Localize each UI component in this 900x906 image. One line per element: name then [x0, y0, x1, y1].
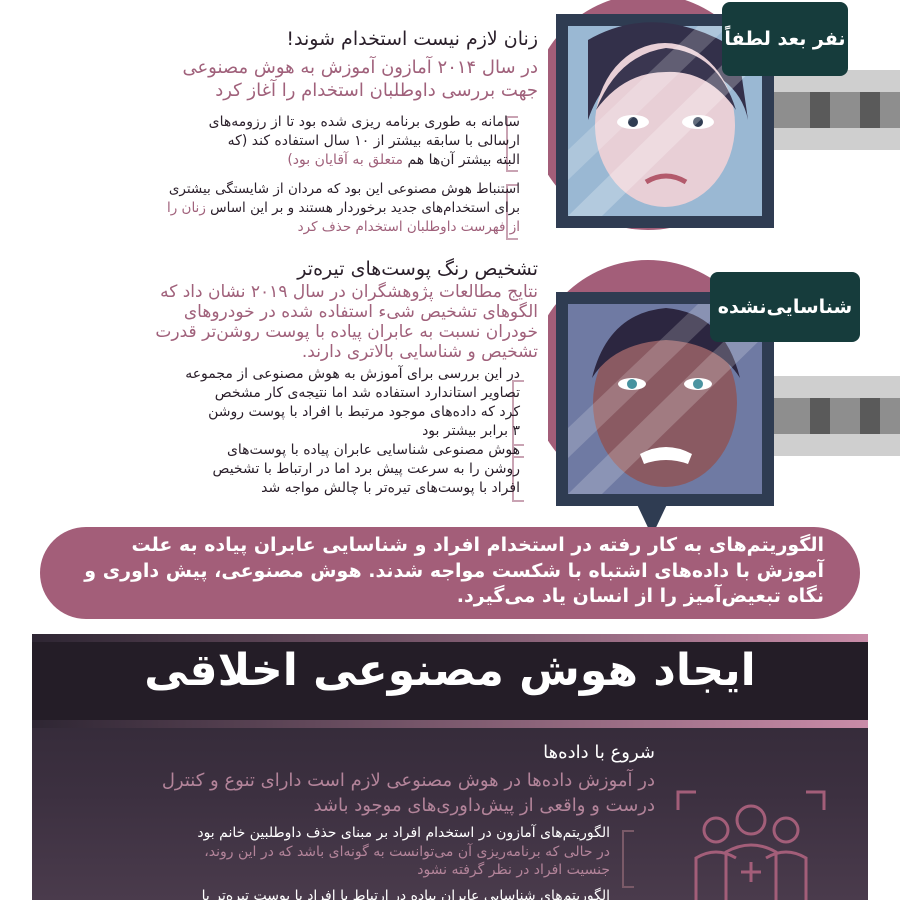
summary-banner-line3: نگاه تبعیض‌آمیز را از انسان یاد می‌گیرد. — [456, 585, 824, 608]
section1-p1-line1: سامانه به طوری برنامه ریزی شده بود تا از رزومه‌های — [208, 114, 520, 130]
section2-intro-line1: نتایج مطالعات پژوهشگران در سال ۲۰۱۹ نشان داد که — [160, 282, 538, 302]
section1-p2-line2 — [40, 200, 520, 217]
ethics-bracket-1 — [622, 830, 634, 888]
ethics-sub-heading: شروع با داده‌ها — [543, 742, 655, 763]
ethics-p2-line1: الگوریتم‌های شناسایی عابران پیاده در ارتباط با افراد با پوست تیره‌تر با — [201, 888, 610, 904]
section2-intro-line4: تشخیص و شناسایی بالاتری دارند. — [301, 342, 538, 362]
section1-intro-line1: در سال ۲۰۱۴ آمازون آموزش به هوش مصنوعی — [182, 57, 538, 78]
section1-p1-line3 — [40, 152, 520, 170]
section1-intro-line2: جهت بررسی داوطلبان استخدام را آغاز کرد — [215, 80, 538, 101]
section1-heading: زنان لازم نیست استخدام شوند! — [286, 28, 538, 50]
ethics-top-rule — [32, 634, 868, 642]
ethics-p1-line1: الگوریتم‌های آمازون در استخدام افراد بر مبنای حذف داوطلبین خانم بود — [197, 825, 610, 841]
section1-p1-line3-a: البته بیشتر آن‌ها هم — [403, 152, 520, 168]
badge-not-detected-label: شناسایی‌نشده — [717, 296, 853, 318]
section2-intro-line2: الگوهای تشخیص شیء استفاده شده در خودروهای — [183, 302, 538, 322]
section2-p2-line2: روشن را به سرعت پیش برد اما در ارتباط با تشخیص — [212, 461, 520, 477]
section2-intro-line3: خودران نسبت به عابران پیاده با پوست روشن‌تر قدرت — [155, 322, 538, 342]
section2-heading: تشخیص رنگ پوست‌های تیره‌تر — [297, 258, 538, 280]
section1-p1-line3-b: متعلق به آقایان بود) — [287, 152, 403, 168]
section1-p2-line3: از فهرست داوطلبان استخدام حذف کرد — [297, 219, 520, 235]
ethics-intro-line1: در آموزش داده‌ها در هوش مصنوعی لازم است دارای تنوع و کنترل — [161, 770, 655, 791]
badge-not-detected — [710, 272, 860, 342]
badge-next-please — [722, 2, 848, 76]
section1-p2-line2-a: برای استخدام‌های جدید برخوردار هستند و بر این اساس — [205, 200, 520, 216]
section1-p1-line2: ارسالی با سابقه بیشتر از ۱۰ سال استفاده کند (که — [227, 133, 520, 149]
section2-p1-line1: در این بررسی برای آموزش به هوش مصنوعی از مجموعه — [185, 366, 520, 382]
summary-banner-line2: آموزش با داده‌های اشتباه با شکست مواجه شدند. هوش مصنوعی، پیش داوری و — [84, 559, 824, 582]
section2-p1-line2: تصاویر استاندارد استفاده شد اما نتیجه‌ی کار مشخص — [214, 385, 520, 401]
ethics-team-icon — [676, 790, 826, 900]
ethics-title-rule — [32, 720, 868, 728]
ethics-title: ایجاد هوش مصنوعی اخلاقی — [144, 645, 756, 696]
summary-banner — [40, 527, 860, 619]
section2-p2-line1: هوش مصنوعی شناسایی عابران پیاده با پوست‌های — [226, 442, 520, 458]
summary-banner-line1: الگوریتم‌های به کار رفته در استخدام افراد و شناسایی عابران پیاده به علت — [131, 534, 824, 556]
section2-p1-line3: کرد که داده‌های موجود مرتبط با افراد با پوست روشن — [208, 404, 520, 420]
section1-p2-line1: استنباط هوش مصنوعی این بود که مردان از شایستگی بیشتری — [168, 181, 520, 197]
section2-p2-line3: افراد با پوست‌های تیره‌تر با چالش مواجه شد — [261, 480, 520, 496]
badge-next-please-label: نفر بعد لطفاً — [724, 28, 846, 50]
ethics-intro-line2: درست و واقعی از پیش‌داوری‌های موجود باشد — [313, 795, 655, 816]
ethics-p1-line2: در حالی که برنامه‌ریزی آن می‌توانست به گونه‌ای باشد که در این روند، — [204, 844, 610, 860]
ethics-p1-line3: جنسیت افراد در نظر گرفته نشود — [417, 862, 610, 878]
section1-p2-line2-b: زنان را — [166, 200, 206, 216]
team-icon — [676, 790, 826, 900]
section2-p1-line4: ۳ برابر بیشتر بود — [422, 423, 520, 439]
